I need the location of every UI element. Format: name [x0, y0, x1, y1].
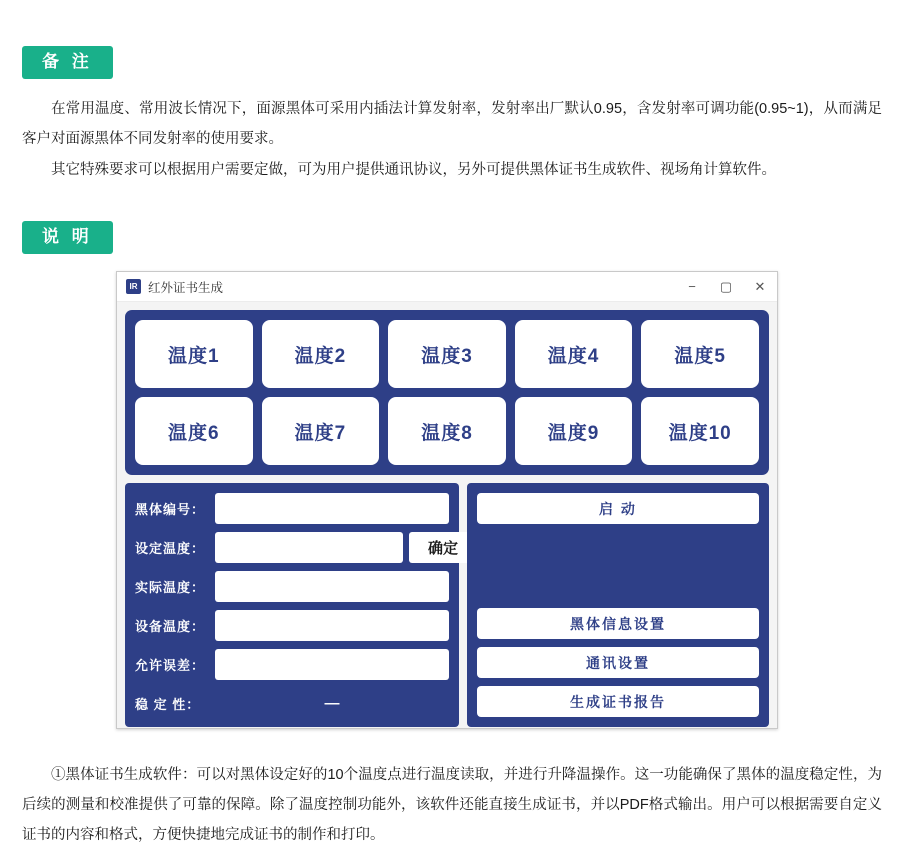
form-row-actual-temperature: [135, 571, 449, 602]
temperature-button-9[interactable]: 温度9: [515, 397, 633, 465]
allowed-error-label: 允许误差：: [135, 658, 206, 673]
form-row-stability: [135, 688, 449, 719]
window-body: [117, 302, 777, 728]
stability-label: 稳 定 性：: [135, 697, 201, 712]
communication-settings-button[interactable]: 通讯设置: [477, 647, 759, 678]
temperature-button-5[interactable]: 温度5: [641, 320, 759, 388]
start-button[interactable]: 启 动: [477, 493, 759, 524]
section-header-description: [22, 221, 113, 254]
blackbody-id-label: 黑体编号：: [135, 502, 206, 517]
temperature-button-4[interactable]: 温度4: [515, 320, 633, 388]
app-logo-icon: IR: [126, 279, 141, 294]
form-row-allowed-error: [135, 649, 449, 680]
set-temperature-input[interactable]: [215, 532, 403, 563]
temperature-button-8[interactable]: 温度8: [388, 397, 506, 465]
temperature-button-1[interactable]: 温度1: [135, 320, 253, 388]
actual-temperature-label: 实际温度：: [135, 580, 206, 595]
window-title: 红外证书生成: [148, 280, 224, 295]
minimize-icon[interactable]: −: [688, 279, 696, 294]
form-row-device-temperature: [135, 610, 449, 641]
form-row-set-temperature: [135, 532, 458, 563]
action-buttons-panel: [467, 483, 769, 727]
measurement-form-panel: [125, 483, 459, 727]
blackbody-info-settings-button[interactable]: 黑体信息设置: [477, 608, 759, 639]
section-header-description-label: 说 明: [22, 221, 113, 254]
lower-area: [125, 483, 769, 727]
description-paragraph: ①黑体证书生成软件：可以对黑体设定好的10个温度点进行温度读取，并进行升降温操作。这一功能确保了黑体的温度稳定性，为后续的测量和校准提供了可靠的保障。除了温度控制功能外，该软件还能直接生成证书，并以PDF格式输出。用户可以根据需要自定义证书的内容和格式，方便快捷地完成证书的制作和打印。: [22, 767, 882, 843]
temperature-button-10[interactable]: 温度10: [641, 397, 759, 465]
close-icon[interactable]: ✕: [754, 278, 766, 294]
temperature-button-3[interactable]: 温度3: [388, 320, 506, 388]
device-temperature-label: 设备温度：: [135, 619, 206, 634]
temperature-button-2[interactable]: 温度2: [262, 320, 380, 388]
temperature-button-6[interactable]: 温度6: [135, 397, 253, 465]
action-buttons-group: [477, 608, 759, 717]
maximize-icon[interactable]: ▢: [719, 278, 733, 294]
blackbody-id-input[interactable]: [215, 493, 449, 524]
section-header-remark-label: 备 注: [22, 46, 113, 79]
form-row-blackbody-id: [135, 493, 449, 524]
confirm-button[interactable]: 确定: [409, 532, 477, 563]
stability-value: —: [324, 695, 340, 712]
actual-temperature-input[interactable]: [215, 571, 449, 602]
temperature-button-7[interactable]: 温度7: [262, 397, 380, 465]
window-controls: [675, 272, 777, 301]
device-temperature-input[interactable]: [215, 610, 449, 641]
remark-paragraph-1: 在常用温度、常用波长情况下，面源黑体可采用内插法计算发射率，发射率出厂默认0.95，含发射率可调功能(0.95~1)，从而满足客户对面源黑体不同发射率的使用要求。: [22, 101, 882, 147]
generate-certificate-report-button[interactable]: 生成证书报告: [477, 686, 759, 717]
app-window: [116, 271, 778, 729]
section-header-remark: [22, 46, 113, 79]
temperature-buttons-panel: [125, 310, 769, 475]
allowed-error-input[interactable]: [215, 649, 449, 680]
remark-paragraph-2: 其它特殊要求可以根据用户需要定做，可为用户提供通讯协议，另外可提供黑体证书生成软件、视场角计算软件。: [51, 162, 776, 178]
action-panel-spacer: [477, 524, 759, 608]
set-temperature-label: 设定温度：: [135, 541, 206, 556]
window-titlebar: [117, 272, 777, 302]
